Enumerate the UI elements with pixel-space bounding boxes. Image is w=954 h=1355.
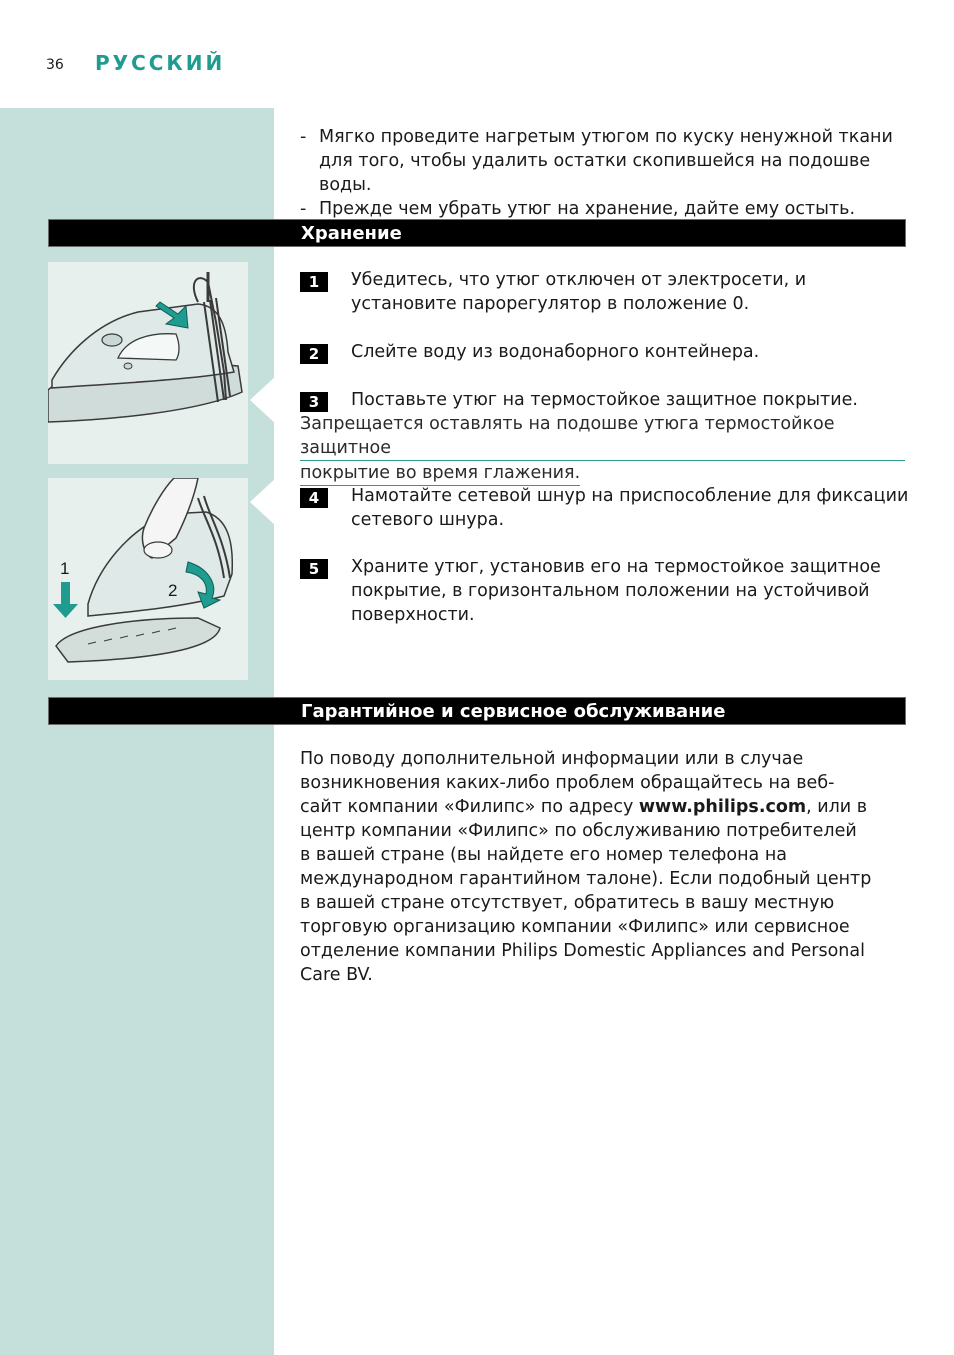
intro-bullet-list <box>300 125 910 221</box>
figure-pointer <box>250 478 276 526</box>
figure-pointer <box>250 376 276 424</box>
step-5 <box>300 555 912 627</box>
warranty-text-after: , или в центр компании «Филипс» по обслуживанию потребителей в вашей стране (вы найдете его номер телефона на международном гарантийном талоне). Если подобный центр в вашей стране отсутствует, обратитесь в вашу местную торговую организацию компании «Филипс» или сервисное отделение компании Philips Domestic Appliances and Personal Care BV. <box>300 797 872 985</box>
step-label-1: 1 <box>60 559 70 578</box>
section-title: Хранение <box>301 223 402 244</box>
step-3 <box>300 388 912 412</box>
step-text: Намотайте сетевой шнур на приспособление для фиксации сетевого шнура. <box>351 486 909 530</box>
language-heading: РУССКИЙ <box>95 51 226 75</box>
step-text: Убедитесь, что утюг отключен от электросети, и установите парорегулятор в положение 0. <box>351 270 807 314</box>
bullet-item: - Прежде чем убрать утюг на хранение, дайте ему остыть. <box>300 197 910 221</box>
step-4 <box>300 484 912 532</box>
warranty-paragraph <box>300 747 872 987</box>
iron-storage-illustration <box>48 478 248 680</box>
step-number: 2 <box>300 344 328 364</box>
warning-line: покрытие во время глажения. <box>300 461 580 486</box>
iron-cord-illustration <box>48 262 248 464</box>
warranty-text-before: По поводу дополнительной информации или в случае возникновения каких-либо проблем обращайтесь на веб-сайт компании «Филипс» по адресу <box>300 749 835 817</box>
section-title: Гарантийное и сервисное обслуживание <box>301 701 726 722</box>
step-number: 1 <box>300 272 328 292</box>
warning-note <box>300 412 905 486</box>
page-number: 36 <box>46 57 64 73</box>
step-1 <box>300 268 912 316</box>
step-label-2: 2 <box>168 581 178 600</box>
step-number: 5 <box>300 559 328 579</box>
step-2 <box>300 340 912 364</box>
step-text: Поставьте утюг на термостойкое защитное покрытие. <box>351 390 858 410</box>
bullet-item: - Мягко проведите нагретым утюгом по куску ненужной ткани для того, чтобы удалить остатки скопившейся на подошве воды. <box>300 125 910 197</box>
step-text: Слейте воду из водонаборного контейнера. <box>351 342 760 362</box>
section-header-warranty <box>48 697 906 725</box>
step-number: 3 <box>300 392 328 412</box>
section-header-storage <box>48 219 906 247</box>
philips-website-link[interactable]: www.philips.com <box>638 797 807 817</box>
step-number: 4 <box>300 488 328 508</box>
step-text: Храните утюг, установив его на термостойкое защитное покрытие, в горизонтальном положении на устойчивой поверхности. <box>351 557 881 625</box>
warning-line: Запрещается оставлять на подошве утюга термостойкое защитное <box>300 412 905 461</box>
